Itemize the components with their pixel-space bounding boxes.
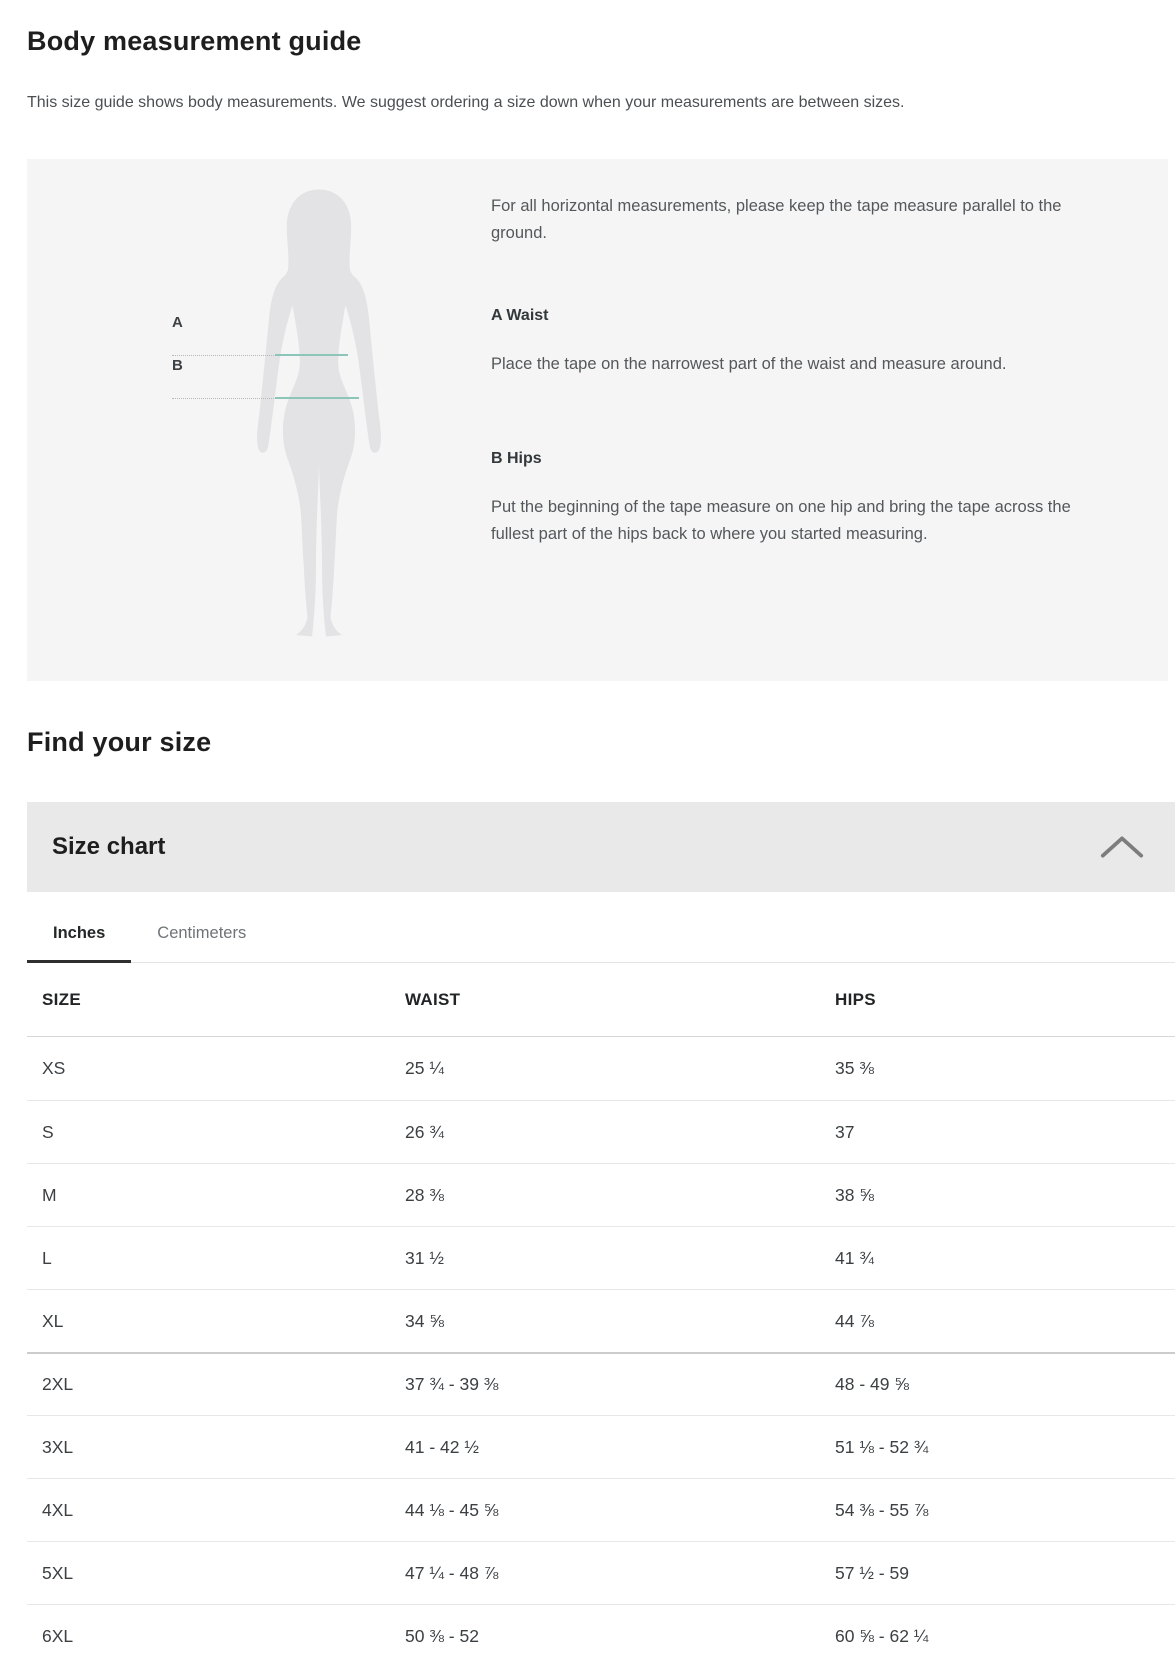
table-body [27, 1037, 1175, 1667]
table-row [27, 1604, 1175, 1667]
table-row [27, 1415, 1175, 1478]
measurement-panel [27, 159, 1168, 681]
measure-note: For all horizontal measurements, please keep the tape measure parallel to the ground. [491, 197, 1062, 242]
cell-waist: 25 ¼ [405, 1058, 444, 1078]
hips-section-heading: B Hips [491, 450, 542, 467]
cell-size: 3XL [42, 1436, 74, 1457]
cell-size: S [42, 1121, 54, 1142]
cell-hips: 57 ½ - 59 [835, 1562, 909, 1583]
size-chart-title: Size chart [52, 833, 166, 860]
waist-section-heading: A Waist [491, 307, 549, 324]
table-row [27, 1226, 1175, 1289]
cell-hips: 35 ⅜ [835, 1058, 874, 1078]
tab-centimeters[interactable]: Centimeters [157, 924, 247, 942]
find-size-title: Find your size [27, 727, 212, 757]
cell-waist: 47 ¼ - 48 ⅞ [405, 1562, 499, 1583]
chevron-up-icon[interactable] [1099, 834, 1145, 860]
cell-waist: 28 ⅜ [405, 1184, 444, 1205]
table-row [27, 1352, 1175, 1415]
figure-column [27, 159, 467, 681]
cell-size: M [42, 1184, 57, 1205]
cell-hips: 38 ⅝ [835, 1184, 874, 1205]
cell-size: XL [42, 1310, 64, 1331]
table-row [27, 1478, 1175, 1541]
cell-waist: 44 ⅛ - 45 ⅝ [405, 1499, 499, 1520]
column-header-waist: WAIST [405, 989, 461, 1009]
table-row [27, 1289, 1175, 1352]
table-header-row [27, 963, 1175, 1037]
cell-waist: 41 - 42 ½ [405, 1436, 479, 1457]
cell-waist: 26 ¾ [405, 1121, 444, 1142]
cell-hips: 51 ⅛ - 52 ¾ [835, 1436, 929, 1457]
cell-size: 6XL [42, 1625, 74, 1646]
column-header-hips: HIPS [835, 989, 876, 1009]
female-body-figure [227, 185, 411, 651]
size-chart-accordion-header[interactable] [27, 802, 1175, 892]
column-header-size: SIZE [42, 989, 81, 1009]
measure-instructions [467, 159, 1168, 681]
unit-tab-bar [27, 892, 1175, 963]
tab-inches[interactable]: Inches [27, 910, 131, 963]
table-row [27, 1541, 1175, 1604]
table-row [27, 1100, 1175, 1163]
table-row [27, 1037, 1175, 1100]
page-title: Body measurement guide [27, 26, 362, 56]
measure-label-b: B [172, 357, 183, 374]
waist-section-text: Place the tape on the narrowest part of the waist and measure around. [491, 355, 1007, 373]
cell-hips: 41 ¾ [835, 1247, 874, 1268]
measure-label-a: A [172, 314, 183, 331]
waist-accent-line [275, 354, 348, 356]
cell-waist: 34 ⅝ [405, 1310, 444, 1331]
cell-size: L [42, 1247, 52, 1268]
cell-waist: 50 ⅜ - 52 [405, 1625, 479, 1646]
intro-text: This size guide shows body measurements. We suggest ordering a size down when your measurements are between sizes. [27, 94, 905, 111]
hips-accent-line [275, 397, 359, 399]
cell-size: XS [42, 1058, 66, 1078]
cell-size: 5XL [42, 1562, 74, 1583]
cell-hips: 54 ⅜ - 55 ⅞ [835, 1499, 929, 1520]
cell-waist: 31 ½ [405, 1247, 444, 1268]
cell-size: 4XL [42, 1499, 74, 1520]
hips-section-text: Put the beginning of the tape measure on one hip and bring the tape across the fullest part of the hips back to where you started measuring. [491, 498, 1071, 543]
cell-size: 2XL [42, 1374, 74, 1394]
cell-waist: 37 ¾ - 39 ⅜ [405, 1374, 499, 1394]
size-table [27, 963, 1175, 1667]
figure-head [300, 199, 338, 245]
figure-body [283, 239, 355, 637]
table-row [27, 1163, 1175, 1226]
cell-hips: 48 - 49 ⅝ [835, 1374, 909, 1394]
cell-hips: 37 [835, 1121, 855, 1142]
cell-hips: 60 ⅝ - 62 ¼ [835, 1625, 929, 1646]
cell-hips: 44 ⅞ [835, 1310, 874, 1331]
